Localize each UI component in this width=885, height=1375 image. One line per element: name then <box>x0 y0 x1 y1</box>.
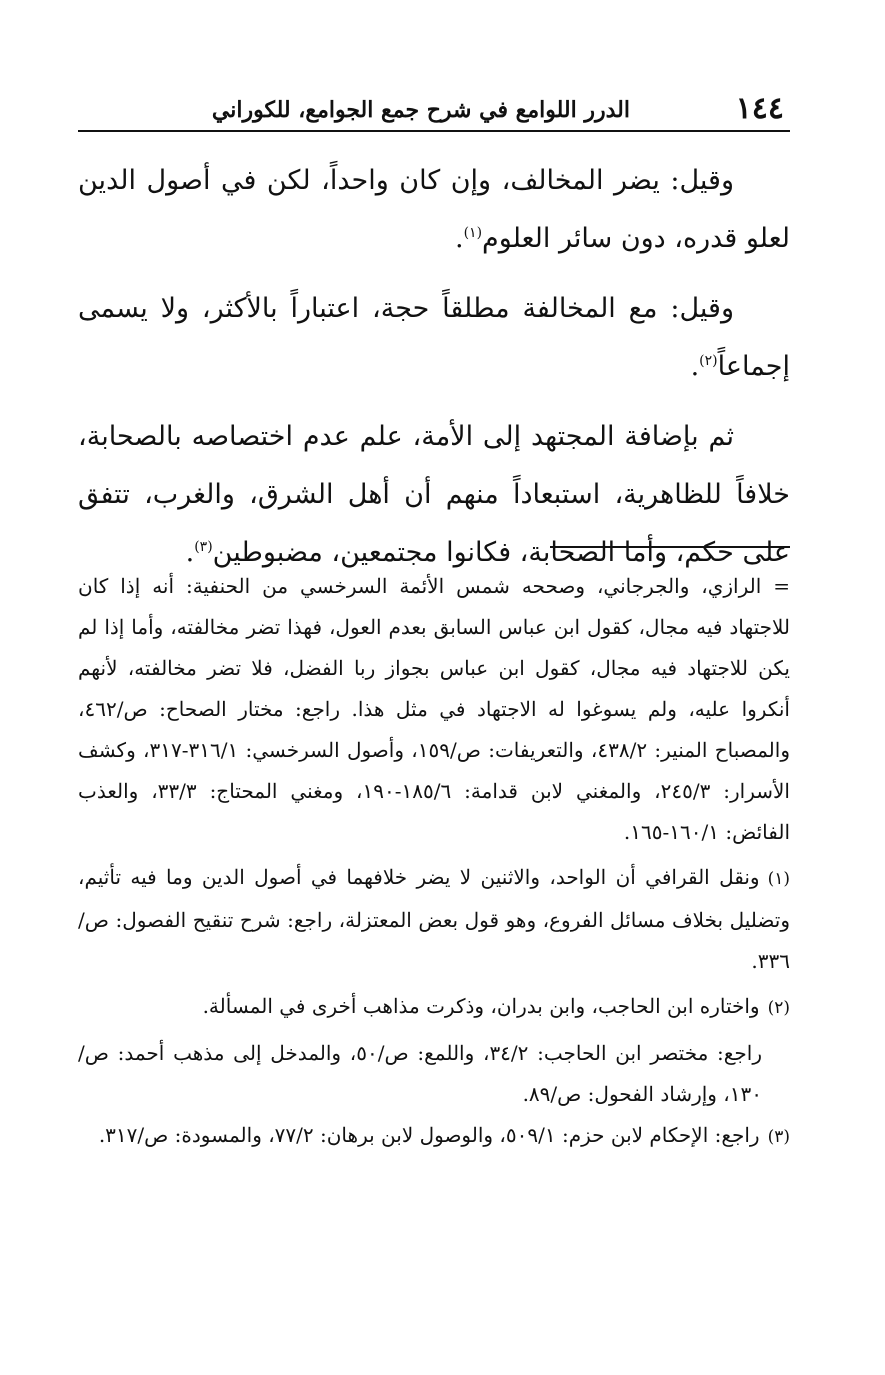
page-number: ١٤٤ <box>735 91 784 126</box>
paragraph: وقيل: مع المخالفة مطلقاً حجة، اعتباراً بالأكثر، ولا يسمى إجماعاً$^{(٢)}$. <box>78 293 790 382</box>
footnote-mark: (٣) <box>767 1127 790 1147</box>
footnote-sub: راجع: مختصر ابن الحاجب: ٣٤/٢، واللمع: ص/٥٠، والمدخل إلى مذهب أحمد: ص/١٣٠، وإرشاد الفحول: ص/٨٩. <box>78 1041 763 1106</box>
footnote-mark: (٢) <box>767 998 790 1018</box>
running-header <box>78 88 790 132</box>
footnote-ref: (٣) <box>194 539 213 555</box>
main-text <box>78 152 790 594</box>
footnote: (١)ونقل القرافي أن الواحد، والاثنين لا يضر خلافهما في أصول الدين وما فيه تأثيم، وتضليل بخلاف مسائل الفروع، وهو قول بعض المعتزلة، راجع: شرح تنقيح الفصول: ص/٣٣٦. <box>78 865 790 973</box>
paragraph: وقيل: يضر المخالف، وإن كان واحداً، لكن في أصول الدين لعلو قدره، دون سائر العلوم$^{(١)}$. <box>78 165 790 254</box>
footnote-mark: (١) <box>767 869 790 889</box>
footnote-ref: (١) <box>463 225 483 241</box>
footnote: (٣)راجع: الإحكام لابن حزم: ٥٠٩/١، والوصول لابن برهان: ٧٧/٢، والمسودة: ص/٣١٧. <box>98 1123 790 1147</box>
footnote-separator <box>550 546 790 548</box>
footnote-continuation: = الرازي، والجرجاني، وصححه شمس الأئمة السرخسي من الحنفية: أنه إذا كان للاجتهاد فيه مجال، كقول ابن عباس السابق بعدم العول، فهذا تضر مخالفته، وأما إذا لم يكن للاجتهاد فيه مجال، كقول ابن عباس بجواز ربا الفضل، فلا تضر مخالفته، لأنهم أنكروا عليه، ولم يسوغوا له الاجتهاد في مثل هذا. راجع: مختار الصحاح: ص/٤٦٢، والمصباح المنير: ٤٣٨/٢، والتعريفات: ص/١٥٩، وأصول السرخسي: ٣١٦/١-٣١٧، وكشف الأسرار: ٢٤٥/٣، والمغني لابن قدامة: ١٨٥/٦-١٩٠، ومغني المحتاج: ٣٣/٣، والعذب الفائض: ١٦٠/١-١٦٥. <box>78 574 790 844</box>
running-title: الدرر اللوامع في شرح جمع الجوامع، للكوراني <box>211 97 630 123</box>
footnotes <box>78 566 790 1162</box>
footnote-ref: (٢) <box>699 353 718 369</box>
paragraph: ثم بإضافة المجتهد إلى الأمة، علم عدم اختصاصه بالصحابة، خلافاً للظاهرية، استبعاداً منهم أن أهل الشرق، والغرب، تتفق على حكم، وأما الصحابة، فكانوا مجتمعين، مضبوطين$^{(٣)}$. <box>78 421 790 568</box>
footnote: (٢)واختاره ابن الحاجب، وابن بدران، وذكرت مذاهب أخرى في المسألة. <box>202 994 790 1018</box>
